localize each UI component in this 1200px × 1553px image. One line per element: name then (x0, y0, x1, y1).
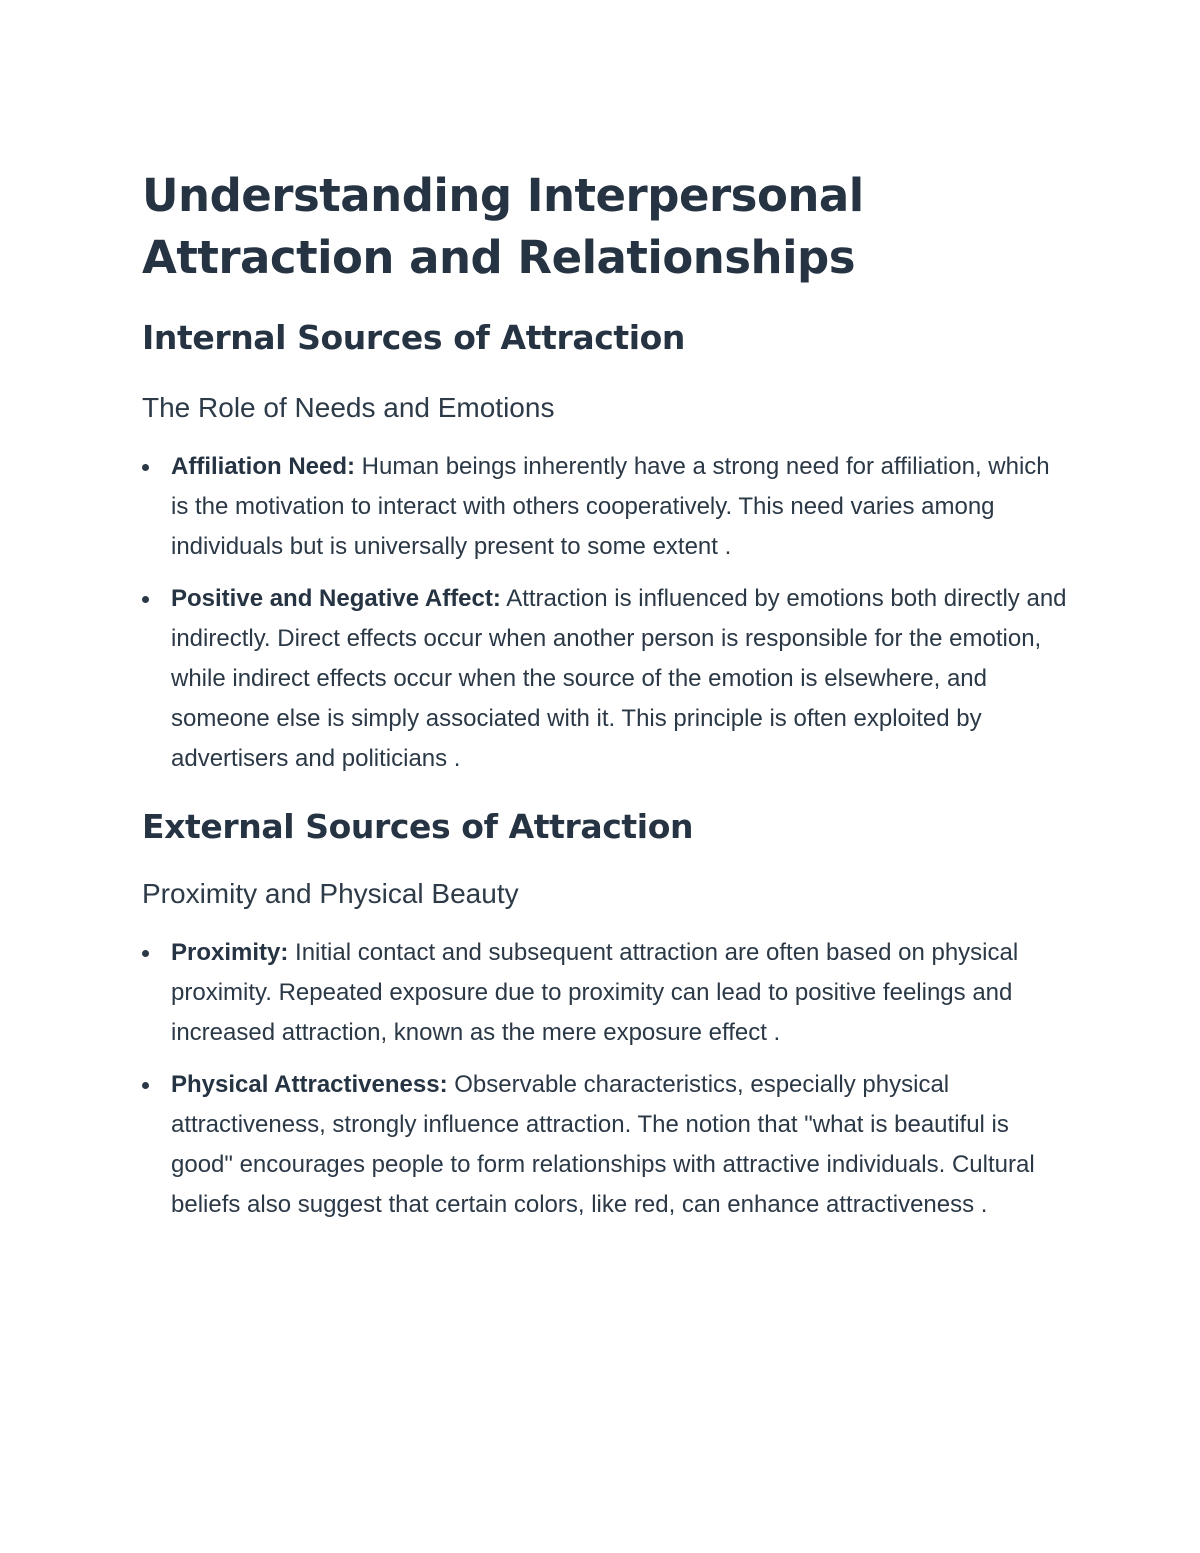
list-item-text: Initial contact and subsequent attraction are often based on physical proximity. Repeated exposure due to proximity can lead to positive feelings and increased attraction, known as the mere exposure effect . (171, 939, 1019, 1046)
list-item-term: Proximity: (171, 939, 289, 966)
list-item-text: Observable characteristics, especially physical attractiveness, strongly influence attraction. The notion that "what is beautiful is good" encourages people to form relationships with attractive individuals. Cultural beliefs also suggest that certain colors, like red, can enhance attractiveness . (171, 1071, 1035, 1218)
list-item-text: Human beings inherently have a strong need for affiliation, which is the motivation to interact with others cooperatively. This need varies among individuals but is universally present to some extent . (171, 453, 1050, 560)
bullet-list-external (142, 933, 1072, 1225)
list-item-term: Physical Attractiveness: (171, 1071, 448, 1098)
list-item-affiliation-need (142, 447, 1072, 567)
bullet-list-internal (142, 447, 1072, 779)
list-item-proximity (142, 933, 1072, 1053)
bullet-icon (142, 950, 149, 957)
list-item-term: Affiliation Need: (171, 453, 355, 480)
section-heading-internal: Internal Sources of Attraction (142, 318, 686, 357)
bullet-icon (142, 596, 149, 603)
section-heading-external: External Sources of Attraction (142, 807, 694, 846)
document-title: Understanding Interpersonal Attraction and Relationships (142, 169, 864, 284)
document-page (142, 165, 1072, 1225)
list-item-positive-negative-affect (142, 579, 1072, 779)
bullet-icon (142, 464, 149, 471)
subsection-heading-needs-emotions: The Role of Needs and Emotions (142, 392, 555, 423)
subsection-heading-proximity-beauty: Proximity and Physical Beauty (142, 878, 519, 909)
list-item-text: Attraction is influenced by emotions both directly and indirectly. Direct effects occur when another person is responsible for the emotion, while indirect effects occur when the source of the emotion is elsewhere, and someone else is simply associated with it. This principle is often exploited by advertisers and politicians . (171, 585, 1067, 772)
bullet-icon (142, 1082, 149, 1089)
list-item-physical-attractiveness (142, 1065, 1072, 1225)
list-item-term: Positive and Negative Affect: (171, 585, 501, 612)
